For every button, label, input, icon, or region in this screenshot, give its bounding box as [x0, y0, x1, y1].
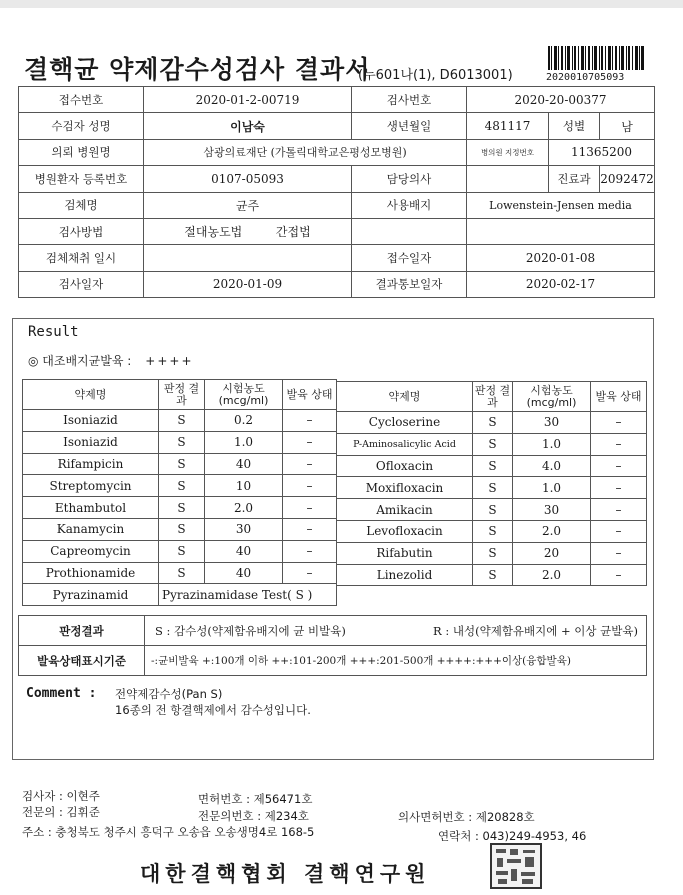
drug-row	[23, 540, 337, 562]
dept-value: 2092472	[600, 166, 655, 192]
drug-result: S	[159, 497, 205, 519]
drug-name: Kanamycin	[23, 518, 159, 540]
address: 주소 : 충청북도 청주시 흥덕구 오송읍 오송생명4로 168-5	[22, 825, 315, 839]
contact: 연락처 : 043)249-4953, 46	[438, 829, 587, 843]
growth-column-header: 발육 상태	[591, 382, 647, 412]
drug-concentration: 2.0	[205, 497, 283, 519]
drug-concentration: 4.0	[513, 455, 591, 477]
left-drug-table	[22, 379, 337, 606]
receipt-no-label: 접수번호	[19, 87, 144, 113]
drug-growth: –	[283, 453, 337, 475]
drug-result: S	[473, 564, 513, 586]
hospital-name: 삼광의료재단 (가톨릭대학교은평성모병원)	[144, 139, 467, 165]
drug-growth: –	[283, 410, 337, 432]
method-label: 검사방법	[19, 218, 144, 244]
control-label: ◎ 대조배지균발육 :	[28, 354, 132, 368]
drug-concentration: 2.0	[513, 564, 591, 586]
drug-name: Capreomycin	[23, 540, 159, 562]
drug-growth: –	[591, 520, 647, 542]
growth-legend: -:균비발육 +:100개 이하 ++:101-200개 +++:201-500개 ++++:+++이상(융합발육)	[145, 646, 647, 676]
patient-name-label: 수검자 성명	[19, 113, 144, 139]
medium-value: Lowenstein-Jensen media	[467, 192, 655, 218]
drug-row	[337, 455, 647, 477]
birth-date: 481117	[467, 113, 549, 139]
drug-result: S	[159, 518, 205, 540]
drug-row	[23, 431, 337, 453]
barcode	[548, 46, 644, 70]
drug-concentration: 1.0	[205, 431, 283, 453]
judgement-legend-label: 판정결과	[19, 616, 145, 646]
drug-result: S	[473, 542, 513, 564]
drug-name: Levofloxacin	[337, 520, 473, 542]
patient-info-table	[18, 86, 655, 298]
drug-concentration: 10	[205, 475, 283, 497]
drug-result: S	[159, 431, 205, 453]
comment-line-2: 16종의 전 항결핵제에서 감수성입니다.	[115, 703, 311, 717]
drug-row	[337, 520, 647, 542]
drug-name: Moxifloxacin	[337, 477, 473, 499]
document-title: 결핵균 약제감수성검사 결과서	[24, 55, 371, 84]
info-row	[19, 113, 655, 139]
info-row	[19, 139, 655, 165]
drug-row	[23, 518, 337, 540]
legend-s: S : 감수성(약제함유배지에 균 비발육)	[155, 623, 346, 638]
tester: 검사자 : 이현주	[22, 789, 100, 803]
doctor-label: 담당의사	[352, 166, 467, 192]
comment-label: Comment :	[26, 686, 97, 701]
drug-row	[23, 475, 337, 497]
drug-growth: –	[591, 477, 647, 499]
drug-growth: –	[591, 433, 647, 455]
specialist-no: 전문의번호 : 제234호	[198, 809, 309, 823]
medium-label: 사용배지	[352, 192, 467, 218]
drug-growth: –	[591, 499, 647, 521]
info-row	[19, 192, 655, 218]
drug-concentration: 30	[205, 518, 283, 540]
birth-label: 생년월일	[352, 113, 467, 139]
drug-growth: –	[591, 412, 647, 434]
conc-column-header: 시험농도 (mcg/ml)	[205, 380, 283, 410]
drug-growth: –	[283, 431, 337, 453]
organization-name: 대한결핵협회 결핵연구원	[140, 861, 431, 886]
conc-column-header: 시험농도 (mcg/ml)	[513, 382, 591, 412]
drug-result: S	[473, 433, 513, 455]
legend-row	[19, 616, 647, 646]
drug-header-row	[23, 380, 337, 410]
drug-row	[23, 584, 337, 606]
drug-row	[337, 477, 647, 499]
drug-result: S	[473, 520, 513, 542]
drug-concentration: 20	[513, 542, 591, 564]
drug-name: Linezolid	[337, 564, 473, 586]
drug-growth: –	[283, 497, 337, 519]
drug-result: S	[159, 475, 205, 497]
received-date: 2020-01-08	[467, 245, 655, 271]
drug-row	[23, 562, 337, 584]
drug-name: Isoniazid	[23, 410, 159, 432]
drug-concentration: 40	[205, 540, 283, 562]
method-blank	[352, 218, 467, 244]
info-row	[19, 87, 655, 113]
drug-growth: –	[591, 455, 647, 477]
drug-growth: –	[591, 564, 647, 586]
drug-concentration: 30	[513, 499, 591, 521]
dept-label: 진료과	[549, 166, 600, 192]
drug-result: S	[473, 499, 513, 521]
drug-result: S	[159, 540, 205, 562]
comment-line-1: 전약제감수성(Pan S)	[115, 687, 223, 701]
drug-row	[337, 542, 647, 564]
test-date-label: 검사일자	[19, 271, 144, 297]
drug-name: Isoniazid	[23, 431, 159, 453]
drug-result: S	[159, 410, 205, 432]
drug-growth: –	[283, 518, 337, 540]
drug-growth: –	[283, 540, 337, 562]
drug-result: S	[159, 562, 205, 584]
legend-r: R : 내성(약제함유배지에 + 이상 균발육)	[433, 623, 638, 638]
drug-name: Rifampicin	[23, 453, 159, 475]
control-value: ++++	[145, 354, 194, 368]
drug-row	[23, 410, 337, 432]
pyrazinamidase-result: Pyrazinamidase Test( S )	[159, 584, 337, 606]
tester-license: 면허번호 : 제56471호	[198, 792, 313, 806]
reg-no-label: 병원환자 등록번호	[19, 166, 144, 192]
control-growth	[28, 352, 194, 369]
drug-name: Cycloserine	[337, 412, 473, 434]
drug-concentration: 40	[205, 562, 283, 584]
specialist: 전문의 : 김휘준	[22, 805, 100, 819]
drug-concentration: 1.0	[513, 477, 591, 499]
doctor-license: 의사면허번호 : 제20828호	[398, 810, 535, 824]
growth-column-header: 발육 상태	[283, 380, 337, 410]
drug-result: S	[473, 455, 513, 477]
drug-column-header: 약제명	[337, 382, 473, 412]
test-no: 2020-20-00377	[467, 87, 655, 113]
drug-growth: –	[283, 562, 337, 584]
right-drug-table	[336, 381, 647, 586]
barcode-number: 2020010705093	[546, 72, 625, 83]
hospital-label: 의뢰 병원명	[19, 139, 144, 165]
patient-name: 이남숙	[144, 113, 352, 139]
drug-name: Ofloxacin	[337, 455, 473, 477]
drug-result: S	[473, 412, 513, 434]
received-label: 접수일자	[352, 245, 467, 271]
drug-row	[23, 497, 337, 519]
method-1: 절대농도법	[184, 225, 243, 240]
drug-concentration: 2.0	[513, 520, 591, 542]
drug-name: Prothionamide	[23, 562, 159, 584]
drug-concentration: 30	[513, 412, 591, 434]
drug-name: Ethambutol	[23, 497, 159, 519]
specimen-label: 검체명	[19, 192, 144, 218]
receipt-no: 2020-01-2-00719	[144, 87, 352, 113]
collect-label: 검체채취 일시	[19, 245, 144, 271]
sex-value: 남	[600, 113, 655, 139]
drug-growth: –	[591, 542, 647, 564]
info-row	[19, 166, 655, 192]
designation-no: 11365200	[549, 139, 655, 165]
drug-column-header: 약제명	[23, 380, 159, 410]
drug-concentration: 0.2	[205, 410, 283, 432]
doctor-name	[467, 166, 549, 192]
drug-concentration: 40	[205, 453, 283, 475]
drug-result: S	[159, 453, 205, 475]
method-2: 간접법	[275, 225, 311, 240]
drug-row	[23, 453, 337, 475]
drug-name: Pyrazinamid	[23, 584, 159, 606]
judgement-column-header: 판정 결과	[473, 382, 513, 412]
notify-label: 결과통보일자	[352, 271, 467, 297]
designation-label: 병의원 지정번호	[467, 139, 549, 165]
method-blank-2	[467, 218, 655, 244]
drug-row	[337, 433, 647, 455]
judgement-legend	[145, 616, 647, 646]
info-row	[19, 245, 655, 271]
drug-name: P-Aminosalicylic Acid	[337, 433, 473, 455]
info-row	[19, 271, 655, 297]
drug-row	[337, 412, 647, 434]
judgement-column-header: 판정 결과	[159, 380, 205, 410]
drug-result: S	[473, 477, 513, 499]
method-value	[144, 218, 352, 244]
test-date: 2020-01-09	[144, 271, 352, 297]
growth-legend-label: 발육상태표시기준	[19, 646, 145, 676]
document-code: (누601나(1), D6013001)	[358, 68, 513, 83]
reg-no: 0107-05093	[144, 166, 352, 192]
drug-header-row	[337, 382, 647, 412]
info-row	[19, 218, 655, 244]
drug-row	[337, 499, 647, 521]
test-no-label: 검사번호	[352, 87, 467, 113]
result-title: Result	[28, 324, 79, 340]
legend-row	[19, 646, 647, 676]
drug-name: Amikacin	[337, 499, 473, 521]
collect-value	[144, 245, 352, 271]
top-strip	[0, 0, 683, 8]
official-seal-icon	[490, 843, 542, 889]
notify-date: 2020-02-17	[467, 271, 655, 297]
drug-growth: –	[283, 475, 337, 497]
specimen-value: 균주	[144, 192, 352, 218]
drug-name: Rifabutin	[337, 542, 473, 564]
drug-row	[337, 564, 647, 586]
sex-label: 성별	[549, 113, 600, 139]
drug-name: Streptomycin	[23, 475, 159, 497]
drug-concentration: 1.0	[513, 433, 591, 455]
legend-table	[18, 615, 647, 676]
